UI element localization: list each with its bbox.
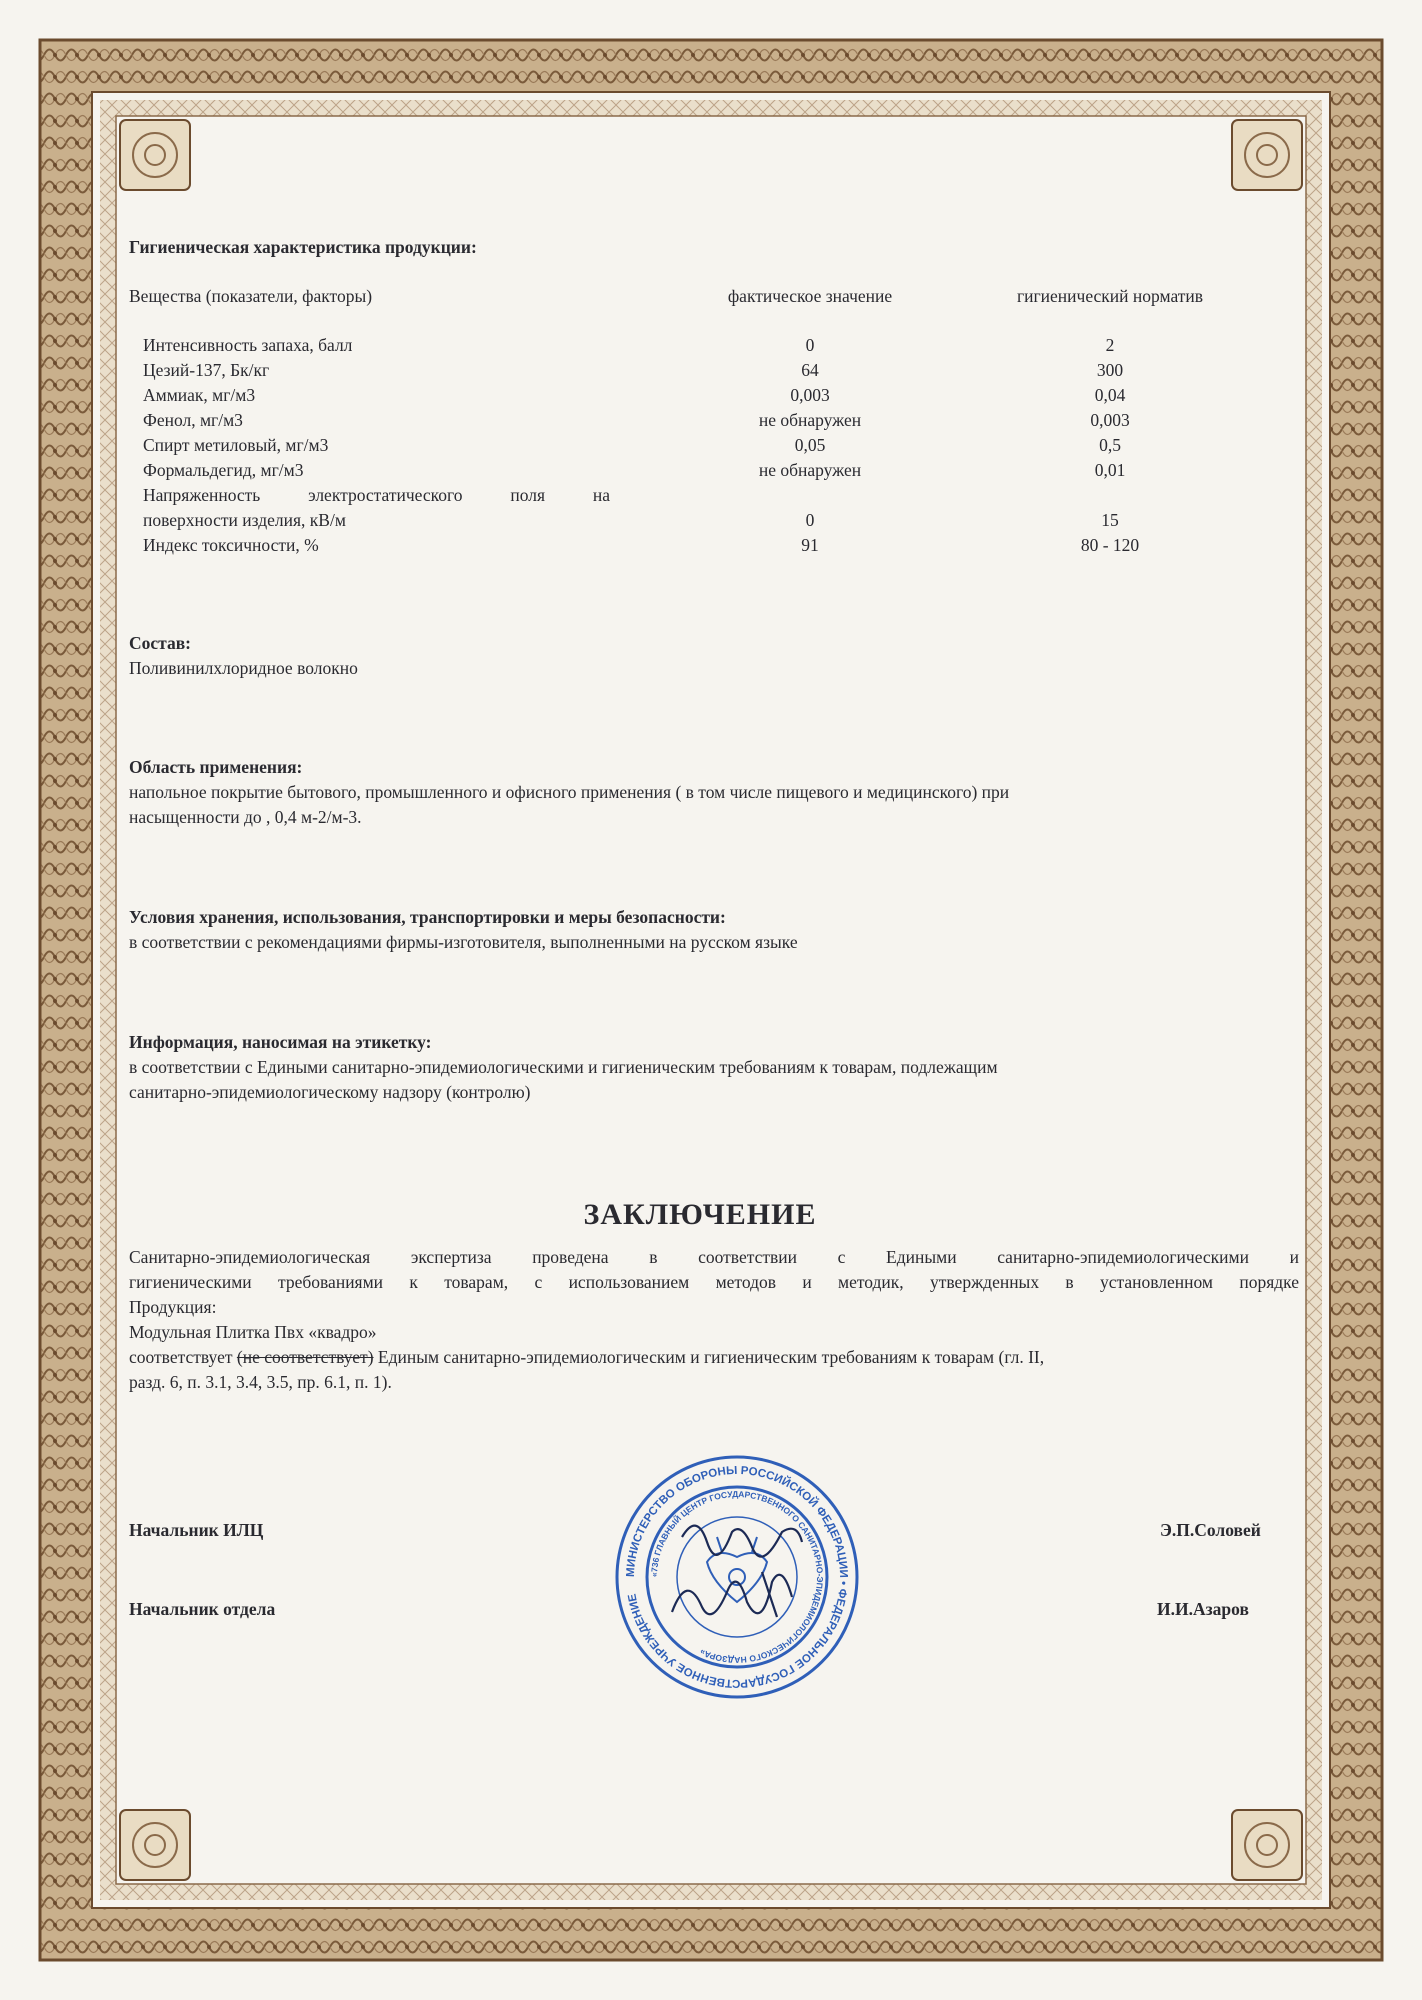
handwritten-signature-icon [672,1526,802,1617]
table-row [110,483,1310,508]
head-dept-name: И.И.Азаров [1157,1599,1249,1619]
actual-value: 64 [801,360,819,380]
table-row [110,333,1310,358]
norm-value: 0,04 [1094,385,1126,405]
compliance-line2: разд. 6, п. 3.1, 3.4, 3.5, пр. 6.1, п. 1). [129,1372,392,1392]
label-info-line1: в соответствии с Едиными санитарно-эпидемиологическими и гигиеническим требованиям к товарам, подлежащим [129,1057,998,1077]
table-row [110,408,1310,433]
substance-name: Цезий-137, Бк/кг [143,360,270,380]
substance-name-line1: Напряженность электростатического поля на [143,485,610,505]
label-info-heading: Информация, наносимая на этикетку: [129,1032,432,1052]
scope-heading: Область применения: [129,757,303,777]
official-stamp [612,1452,862,1702]
norm-value: 300 [1096,360,1124,380]
svg-text:«736 ГЛАВНЫЙ ЦЕНТР ГОСУДАРСТВЕ [649,1489,825,1665]
substance-name: Аммиак, мг/м3 [143,385,256,405]
substance-name: Индекс токсичности, % [143,535,319,555]
storage-heading: Условия хранения, использования, транспортировки и меры безопасности: [129,907,726,927]
table-row [110,358,1310,383]
actual-value: 0,05 [794,435,826,455]
stamp-inner-text: «736 ГЛАВНЫЙ ЦЕНТР ГОСУДАРСТВЕННОГО САНИТАРНО-ЭПИДЕМИОЛОГИЧЕСКОГО НАДЗОРА» [648,1488,826,1666]
composition-heading: Состав: [129,633,191,653]
norm-value: 0,003 [1090,410,1130,430]
actual-value: 91 [801,535,819,555]
norm-value: 15 [1101,510,1119,530]
compliance-rest-text: Единым санитарно-эпидемиологическим и гигиеническим требованиям к товарам (гл. II, [377,1347,1045,1367]
table-row [110,508,1310,533]
substance-name: Спирт метиловый, мг/м3 [143,435,329,455]
hygiene-heading: Гигиеническая характеристика продукции: [129,237,477,257]
actual-value: не обнаружен [758,460,862,480]
table-row [110,533,1310,558]
composition-text: Поливинилхлоридное волокно [129,658,358,678]
actual-value: не обнаружен [758,410,862,430]
head-ilc-title: Начальник ИЛЦ [129,1520,264,1540]
table-row [110,458,1310,483]
actual-value: 0,003 [790,385,830,405]
table-row [110,433,1310,458]
not-complies-text: (не соответствует) [236,1347,374,1367]
norm-value: 2 [1105,335,1115,355]
substance-name: Формальдегид, мг/м3 [143,460,304,480]
table-row [110,383,1310,408]
conclusion-line1: Санитарно-эпидемиологическая экспертиза проведена в соответствии с Едиными санитарно-эпидемиологическими и [129,1247,1299,1267]
scope-line2: насыщенности до , 0,4 м-2/м-3. [129,807,362,827]
product-name: Модульная Плитка Пвх «квадро» [129,1322,377,1342]
col-norm-label: гигиенический норматив [1016,286,1204,306]
stamp-outer-text: МИНИСТЕРСТВО ОБОРОНЫ РОССИЙСКОЙ ФЕДЕРАЦИИ • ФЕДЕРАЛЬНОЕ ГОСУДАРСТВЕННОЕ УЧРЕЖДЕНИЕ [624,1464,850,1690]
substance-name: Фенол, мг/м3 [143,410,243,430]
scope-line1: напольное покрытие бытового, промышленного и офисного применения ( в том числе пищевого и медицинского) при [129,782,1010,802]
col-substance-label: Вещества (показатели, факторы) [129,286,373,306]
substance-name: Интенсивность запаха, балл [143,335,353,355]
storage-text: в соответствии с рекомендациями фирмы-изготовителя, выполненными на русском языке [129,932,798,952]
norm-value: 0,01 [1094,460,1126,480]
compliance-line [129,1345,1299,1370]
complies-text: соответствует [129,1347,233,1367]
conclusion-title: ЗАКЛЮЧЕНИЕ [583,1198,817,1231]
norm-value: 80 - 120 [1080,535,1140,555]
head-ilc-name: Э.П.Соловей [1160,1520,1261,1540]
product-label: Продукция: [129,1297,217,1317]
label-info-line2: санитарно-эпидемиологическому надзору (контролю) [129,1082,531,1102]
col-actual-label: фактическое значение [727,286,893,306]
actual-value: 0 [805,510,815,530]
table-header [110,284,1310,309]
actual-value: 0 [805,335,815,355]
substance-name-line2: поверхности изделия, кВ/м [143,510,346,530]
head-dept-title: Начальник отдела [129,1599,276,1619]
eagle-emblem-icon [707,1537,767,1602]
conclusion-line2: гигиеническими требованиями к товарам, с использованием методов и методик, утвержденных в установленном порядке [129,1272,1299,1292]
norm-value: 0,5 [1099,435,1121,455]
